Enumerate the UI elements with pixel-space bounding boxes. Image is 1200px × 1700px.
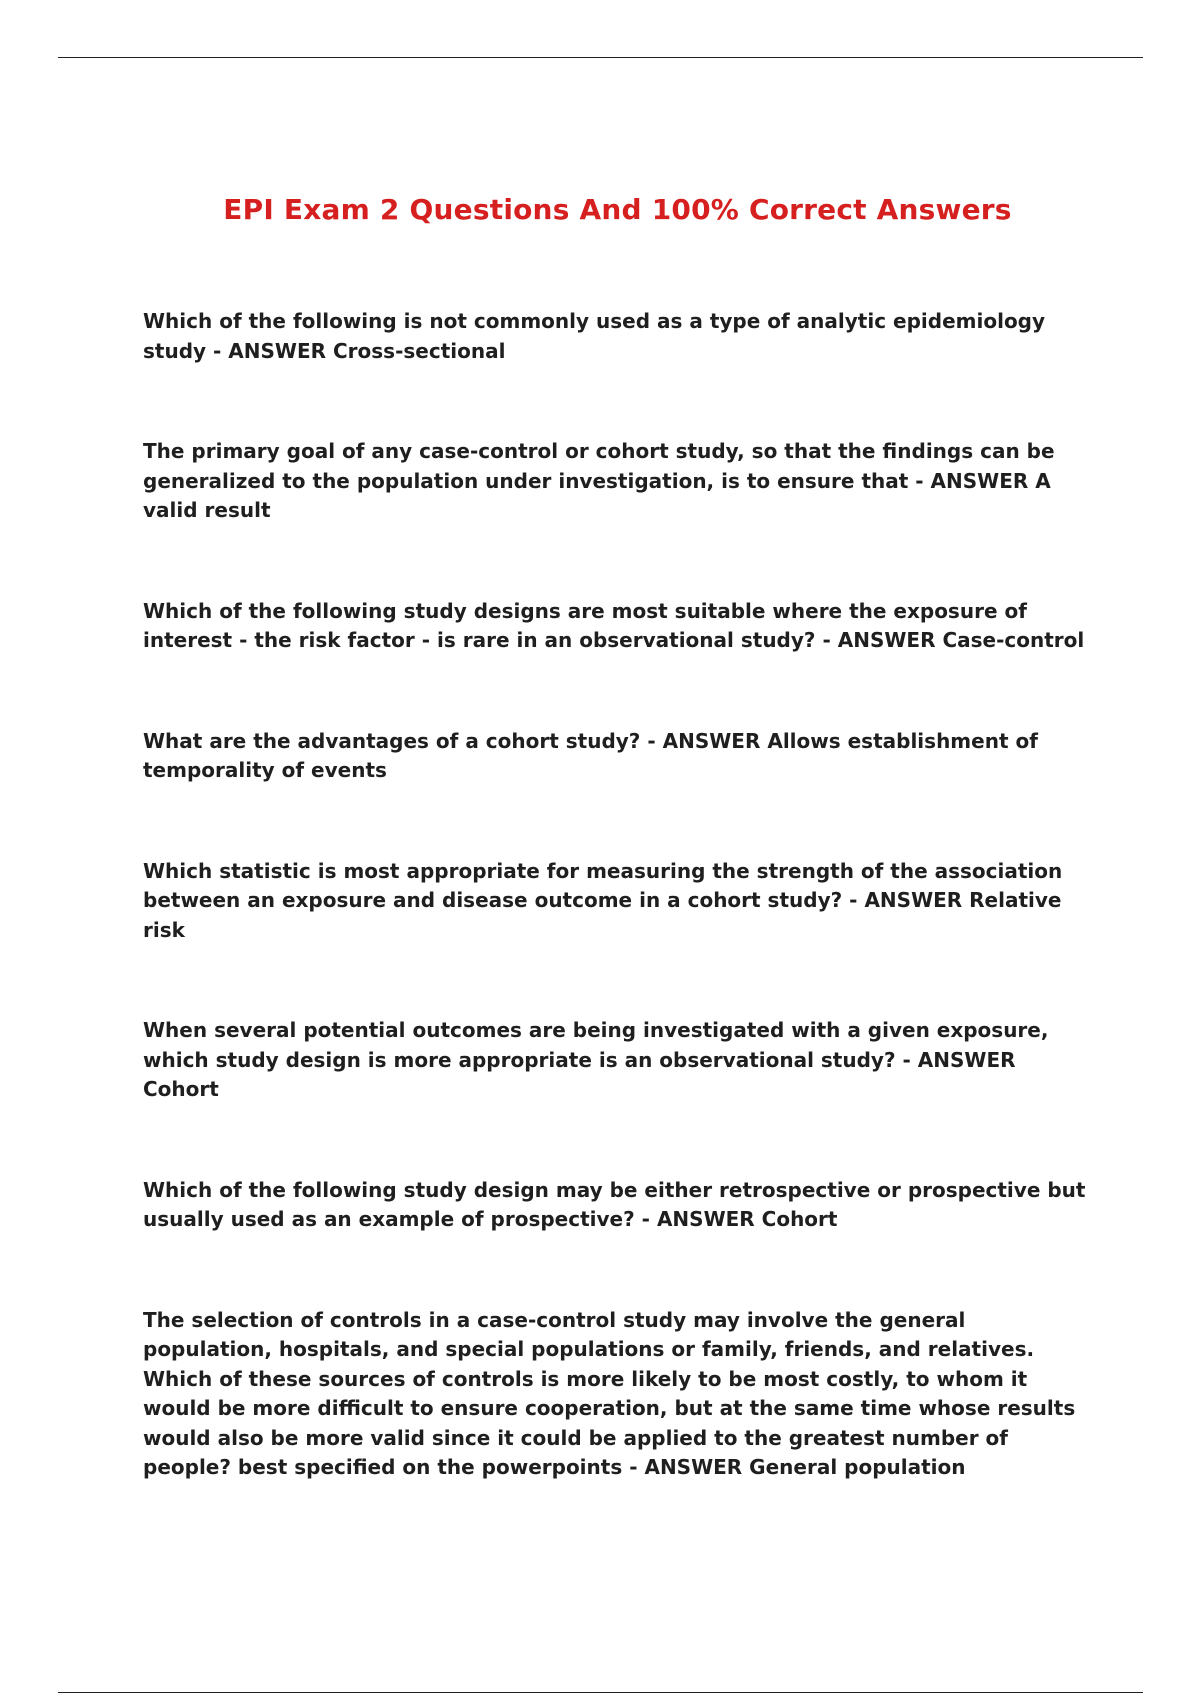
qa-item: Which of the following is not commonly used as a type of analytic epidemiology study - ANSWER Cross-sectional xyxy=(143,309,1046,363)
bottom-rule xyxy=(58,1692,1143,1693)
qa-item: Which statistic is most appropriate for measuring the strength of the association between an exposure and disease outcome in a cohort study? - ANSWER Relative risk xyxy=(143,858,1063,942)
qa-item: Which of the following study design may be either retrospective or prospective but usually used as an example of prospective? - ANSWER Cohort xyxy=(143,1177,1086,1231)
document-title: EPI Exam 2 Questions And 100% Correct Answers xyxy=(223,193,1012,226)
top-rule xyxy=(58,57,1143,58)
qa-item: When several potential outcomes are being investigated with a given exposure, which study design is more appropriate is an observational study? - ANSWER Cohort xyxy=(143,1018,1049,1101)
qa-item: The selection of controls in a case-control study may involve the general population, hospitals, and special populations or family, friends, and relatives. Which of these sources of controls is more likely to be most costly, to whom it would be more difficult to ensure cooperation, but at the same time whose results would also be more valid since it could be applied to the greatest number of people? best specified on the powerpoints - ANSWER General population xyxy=(143,1307,1076,1479)
qa-item: The primary goal of any case-control or cohort study, so that the findings can be generalized to the population under investigation, is to ensure that - ANSWER A valid result xyxy=(143,439,1055,522)
qa-list xyxy=(143,307,1093,1554)
qa-item: Which of the following study designs are most suitable where the exposure of interest - the risk factor - is rare in an observational study? - ANSWER Case-control xyxy=(143,598,1085,652)
qa-item: What are the advantages of a cohort study? - ANSWER Allows establishment of temporality of events xyxy=(143,728,1038,782)
